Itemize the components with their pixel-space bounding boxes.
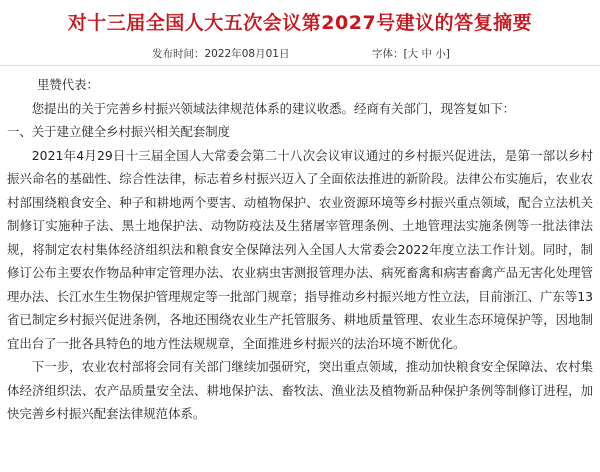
page-title: 对十三届全国人大五次会议第2027号建议的答复摘要	[67, 12, 533, 34]
font-size-label: 字体：	[372, 48, 404, 60]
font-large-button[interactable]: 大	[407, 48, 419, 60]
font-bracket-open: [	[403, 48, 408, 60]
publish-date	[152, 46, 289, 61]
salutation: 里赞代表：	[37, 77, 99, 92]
font-bracket-close: ]	[445, 48, 450, 60]
body-paragraph: 2021年4月29日十三届全国人大常委会第二十八次会议审议通过的乡村振兴促进法，是第一部以乡村振兴命名的基础性、综合性法律，标志着乡村振兴迈入了全面依法推进的新阶段。法律公布实施后，农业农村部围绕粮食安全、种子和耕地两个要害、动植物保护、农业资源环境等乡村振兴重点领域，配合立法机关制修订实施种子法、黑土地保护法、动物防疫法及生猪屠宰管理条例、土地管理法实施条例等一批法律法规，将制定农村集体经济组织法和粮食安全保障法列入全国人大常委会2022年度立法工作计划。同时，制修订公布主要农作物品种审定管理办法、农业病虫害测报管理办法、病死畜禽和病害畜禽产品无害化处理管理办法、长江水生生物保护管理规定等一批部门规章；指导推动乡村振兴地方性立法，目前浙江、广东等13省已制定乡村振兴促进条例，各地还围绕农业生产托管服务、耕地质量管理、农业生态环境保护等，因地制宜出台了一批各具特色的地方性法规规章，全面推进乡村振兴的法治环境不断优化。	[7, 147, 593, 351]
publish-date-label: 发布时间：	[152, 48, 205, 60]
font-small-button[interactable]: 小	[435, 48, 446, 60]
section-heading: 一、关于建立健全乡村振兴相关配套制度	[7, 124, 231, 139]
intro-paragraph: 您提出的关于完善乡村振兴领域法律规范体系的建议收悉。经商有关部门，现答复如下：	[31, 100, 516, 116]
title-divider	[0, 65, 600, 66]
font-size-switcher	[372, 46, 450, 61]
body-paragraph: 下一步，农业农村部将会同有关部门继续加强研究，突出重点领域，推动加快粮食安全保障法、农村集体经济组织法、农产品质量安全法、耕地保护法、畜牧法、渔业法及植物新品种保护条例等制修订进程，加快完善乡村振兴配套法律规范体系。	[7, 359, 593, 421]
publish-date-value: 2022年08月01日	[204, 48, 290, 60]
font-medium-button[interactable]: 中	[421, 48, 432, 60]
article-body	[7, 73, 593, 426]
